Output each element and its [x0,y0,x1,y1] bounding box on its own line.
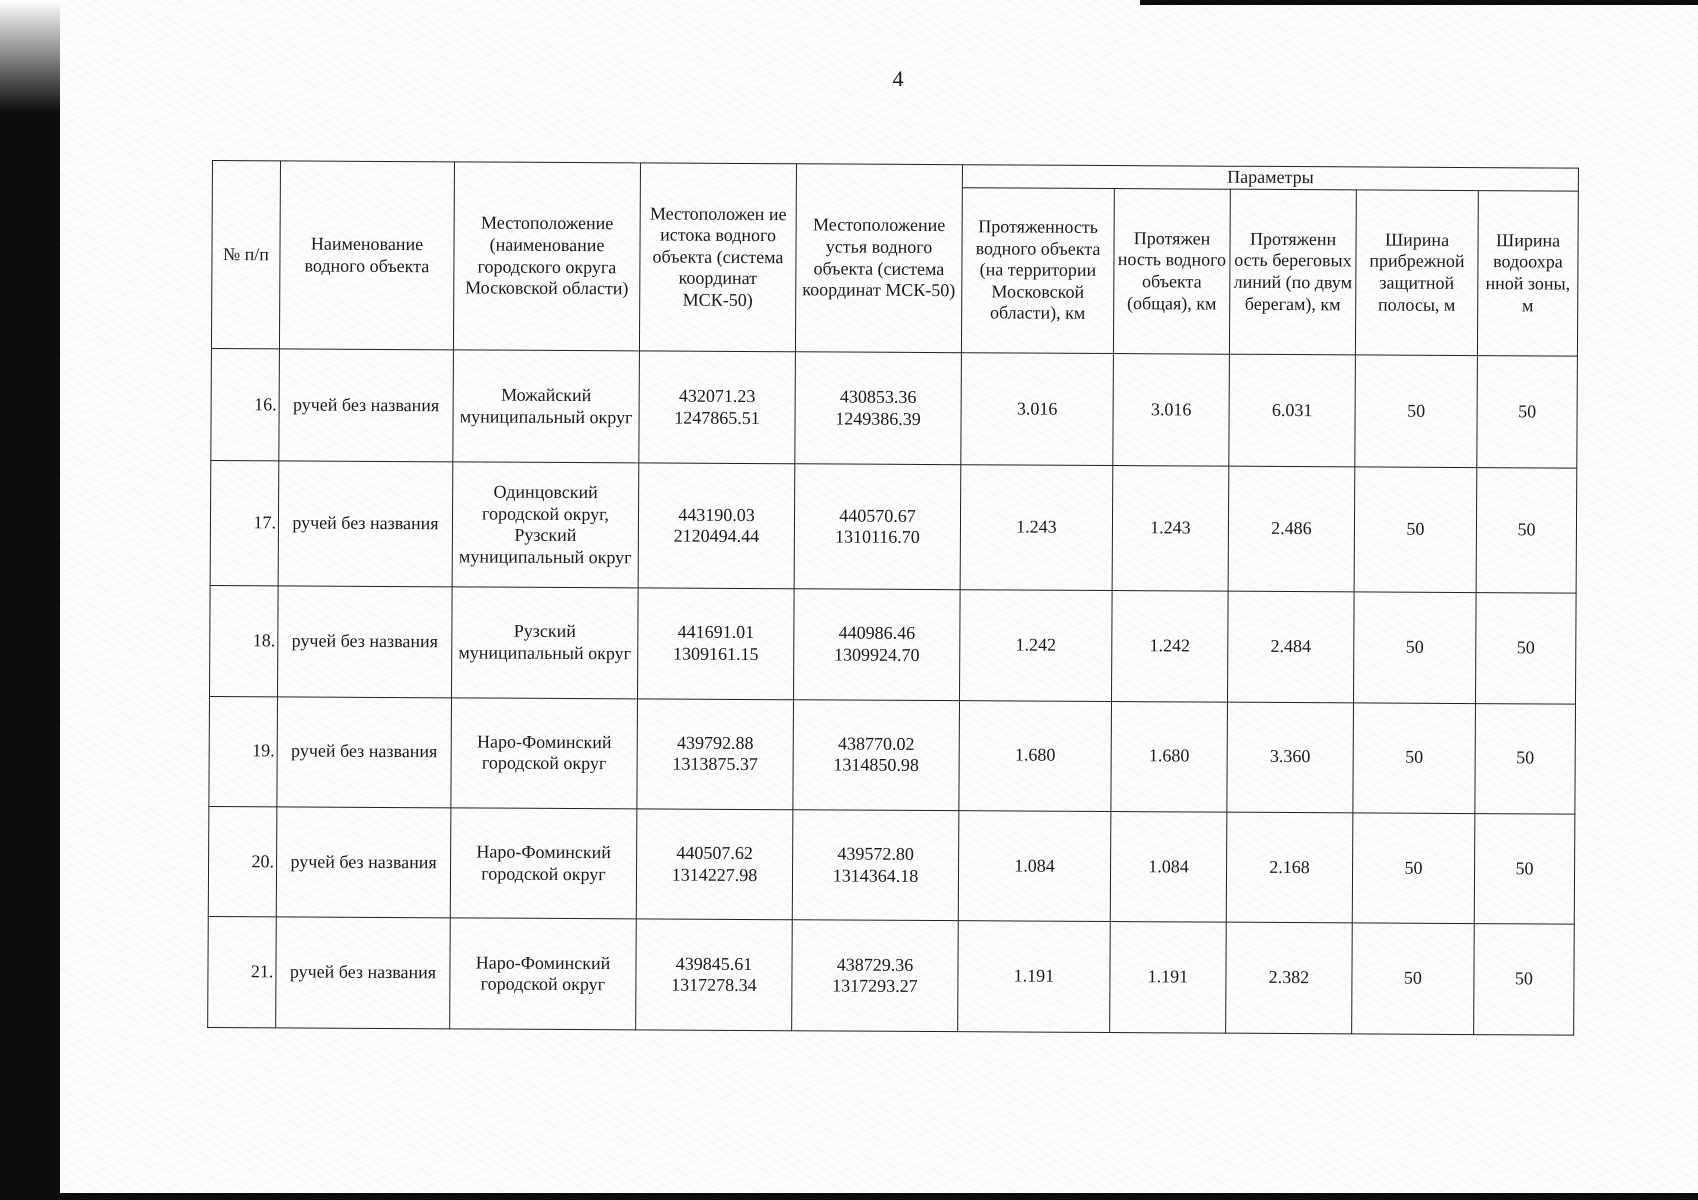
header-shore-length: Протяженн ость береговых линий (по двум берегам), км [1229,189,1356,355]
cell-protection-zone: 50 [1475,703,1576,814]
cell-length-total: 3.016 [1113,354,1230,467]
cell-coastal-strip: 50 [1354,467,1477,592]
cell-name: ручей без названия [278,461,453,587]
cell-mouth: 430853.36 1249386.39 [795,352,962,465]
cell-source: 440507.62 1314227.98 [636,809,793,920]
cell-length-total: 1.243 [1112,466,1229,591]
page-number: 4 [892,66,904,91]
cell-length-region: 1.084 [958,811,1111,922]
header-source: Местоположен ие истока водного объекта (система координат МСК-50) [639,163,796,352]
header-length-region: Протяженность водного объекта (на территории Московской области), км [961,188,1114,354]
cell-length-total: 1.680 [1111,701,1228,812]
cell-location: Одинцовский городской округ, Рузский муниципальный округ [452,462,639,588]
scan-shadow-top [1140,0,1698,5]
scan-shadow-left [0,112,60,1200]
table-row [210,586,1577,704]
cell-num: 21. [208,917,277,1028]
cell-location: Наро-Фоминский городской округ [450,918,637,1030]
cell-length-total: 1.242 [1111,591,1228,702]
cell-protection-zone: 50 [1474,924,1575,1035]
cell-length-region: 3.016 [961,353,1114,466]
cell-shore-length: 2.382 [1226,923,1353,1034]
header-location: Местоположение (наименование городского округа Московской области) [453,162,640,351]
cell-shore-length: 2.486 [1228,467,1355,592]
table-row [209,696,1576,814]
header-params-group: Параметры [962,165,1578,191]
cell-num: 20. [208,806,277,917]
cell-length-region: 1.242 [959,590,1112,701]
cell-length-region: 1.680 [959,700,1112,811]
scan-shadow-bottom [60,1193,1698,1200]
cell-mouth: 438770.02 1314850.98 [793,699,960,810]
header-protection-zone: Ширина водоохра нной зоны, м [1477,191,1578,357]
cell-source: 441691.01 1309161.15 [637,588,794,699]
cell-num: 17. [210,461,279,586]
table-row [208,806,1575,924]
cell-coastal-strip: 50 [1355,355,1478,468]
cell-coastal-strip: 50 [1353,702,1476,813]
cell-name: ручей без названия [276,917,451,1028]
cell-coastal-strip: 50 [1353,592,1476,703]
table-row [208,917,1575,1035]
header-length-total: Протяжен ность водного объекта (общая), км [1113,189,1230,355]
cell-name: ручей без названия [279,349,454,462]
cell-num: 18. [210,586,279,697]
cell-location: Наро-Фоминский городской округ [451,697,638,809]
cell-num: 16. [211,348,280,461]
header-name: Наименование водного объекта [279,161,454,350]
cell-length-total: 1.191 [1110,922,1227,1033]
header-coastal-strip: Ширина прибрежной защитной полосы, м [1355,190,1478,356]
cell-source: 432071.23 1247865.51 [639,351,796,464]
header-mouth: Местоположение устья водного объекта (система координат МСК-50) [795,164,962,353]
cell-num: 19. [209,696,278,807]
scan-shadow-left-top [0,0,60,112]
cell-length-region: 1.191 [958,921,1111,1032]
cell-location: Можайский муниципальный округ [453,350,640,464]
cell-name: ручей без названия [277,696,452,807]
cell-coastal-strip: 50 [1352,923,1475,1034]
cell-location: Рузский муниципальный округ [452,587,639,699]
cell-shore-length: 2.168 [1226,812,1353,923]
table-row [211,348,1578,468]
table-row [210,461,1577,593]
cell-protection-zone: 50 [1477,356,1578,469]
cell-coastal-strip: 50 [1352,813,1475,924]
cell-length-total: 1.084 [1110,812,1227,923]
cell-shore-length: 2.484 [1227,591,1354,702]
cell-protection-zone: 50 [1474,814,1575,925]
cell-shore-length: 3.360 [1227,702,1354,813]
cell-protection-zone: 50 [1476,468,1577,593]
cell-shore-length: 6.031 [1229,354,1356,467]
cell-mouth: 440986.46 1309924.70 [793,589,960,700]
cell-mouth: 438729.36 1317293.27 [792,920,959,1031]
cell-source: 443190.03 2120494.44 [638,463,795,588]
cell-name: ручей без названия [278,586,453,697]
cell-length-region: 1.243 [960,465,1113,590]
cell-mouth: 440570.67 1310116.70 [794,464,961,589]
cell-name: ручей без названия [276,807,451,918]
cell-source: 439792.88 1313875.37 [637,698,794,809]
cell-source: 439845.61 1317278.34 [636,919,793,1030]
header-num: № п/п [211,161,280,349]
table-header-row [212,161,1578,192]
water-objects-table [207,160,1579,1036]
cell-mouth: 439572.80 1314364.18 [792,810,959,921]
cell-location: Наро-Фоминский городской округ [450,808,637,920]
cell-protection-zone: 50 [1475,593,1576,704]
